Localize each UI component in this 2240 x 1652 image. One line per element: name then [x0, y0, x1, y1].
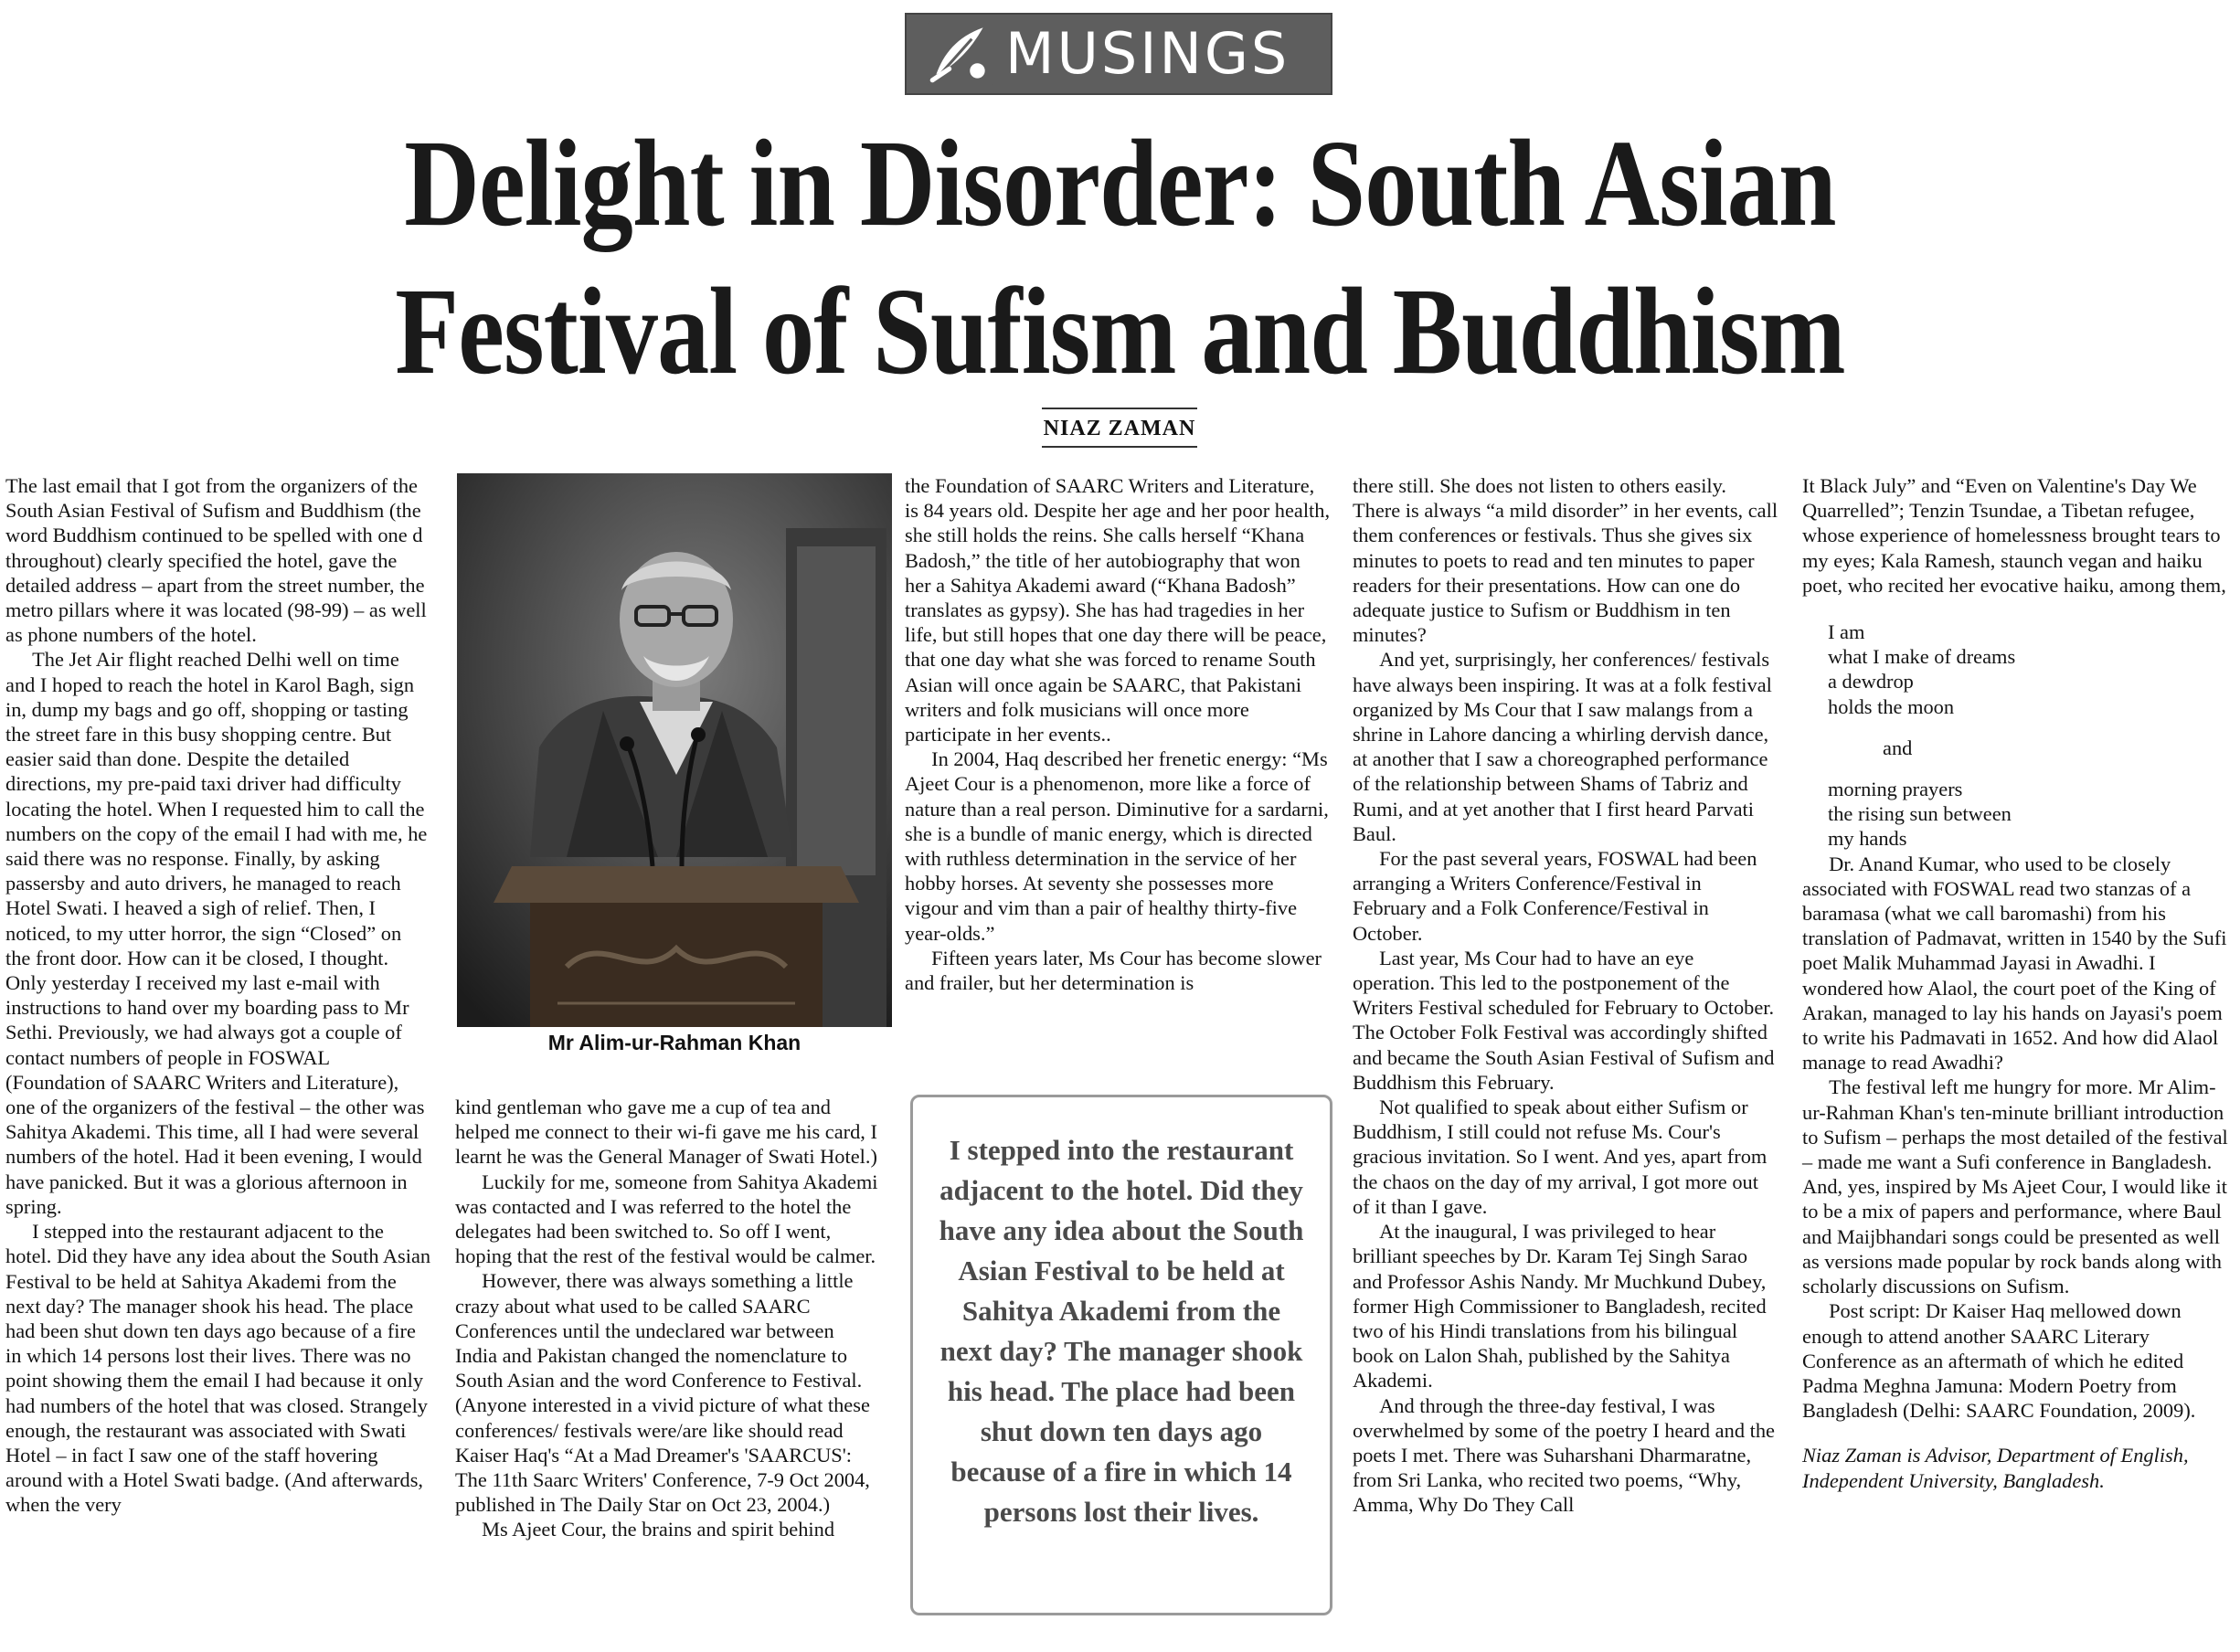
- paragraph: Post script: Dr Kaiser Haq mellowed down enough to attend another SAARC Literary Conference as an aftermath of which he edited Padma Meghna Jamuna: Modern Poetry from Bangladesh (Delhi: SAARC Foundation, 2009).: [1802, 1299, 2196, 1423]
- paragraph: At the inaugural, I was privileged to hear brilliant speeches by Dr. Karam Tej Singh Sarao and Professor Ashis Nandy. Mr Muchkund Dubey, former High Commissioner to Bangladesh, recited two of his Hindi translations from his bilingual book on Lalon Shah, published by the Sahitya Akademi.: [1353, 1220, 1767, 1393]
- paragraph: In 2004, Haq described her frenetic energy: “Ms Ajeet Cour is a phenomenon, more like a force of nature than a real person. Diminutive for a sardarni, she is a bundle of manic energy, which is directed with ruthless determination in the service of her hobby horses. At seventy she possesses more vigour and vim than a pair of healthy thirty-five year-olds.”: [905, 747, 1329, 945]
- paragraph: However, there was always something a little crazy about what used to be called SAARC Conferences until the undeclared war between India and Pakistan changed the nomenclature to South Asian and the word Conference to Festival. (Anyone interested in a vivid picture of what these conferences/ festivals were/are like should read Kaiser Haq's “At a Mad Dreamer's 'SAARCUS': The 11th Saarc Writers' Conference, 7-9 Oct 2004, published in The Daily Star on Oct 23, 2004.): [455, 1269, 870, 1517]
- poem-line: a dewdrop: [1828, 670, 1914, 694]
- paragraph: It Black July” and “Even on Valentine's Day We Quarrelled”; Tenzin Tsundae, a Tibetan refugee, whose experience of homelessness brought tears to my eyes; Kala Ramesh, staunch vegan and haiku poet, who recited her evocative haiku, among them,: [1802, 474, 2226, 597]
- paragraph: I stepped into the restaurant adjacent to the hotel. Did they have any idea about the South Asian Festival to be held at Sahitya Akademi from the next day? The manager shook his head. The place had been shut down ten days ago because of a fire in which 14 persons lost their lives. There was no point showing them the email I had because it only had numbers of the hotel that was closed. Strangely enough, the restaurant was associated with Swati Hotel – in fact I saw one of the staff hovering around with a Hotel Swati badge. (And afterwards, when the very: [5, 1220, 431, 1517]
- paragraph: And through the three-day festival, I was overwhelmed by some of the poetry I heard and the poets I met. There was Suharshani Dharmaratne, from Sri Lanka, who recited two poems, “Why, Amma, Why Do They Call: [1353, 1393, 1775, 1517]
- paragraph: Fifteen years later, Ms Cour has become slower and frailer, but her determination is: [905, 946, 1322, 995]
- poem-line: I am: [1828, 620, 1865, 644]
- headline-line-1: Delight in Disorder: South Asian: [404, 115, 1836, 252]
- article-column-1: [5, 473, 431, 1518]
- paragraph: And yet, surprisingly, her conferences/ festivals have always been inspiring. It was at a folk festival organized by Ms Cour that I saw malangs from a shrine in Lahore dancing a whirling dervish dance, at another that I saw a choreographed performance of the relationship between Shams of Tabriz and Rumi, and at yet another that I first heard Parvati Baul.: [1353, 648, 1772, 845]
- paragraph: Dr. Anand Kumar, who used to be closely associated with FOSWAL read two stanzas of a baramasa (what we call baromashi) from his translation of Padmavat, written in 1540 by the Sufi poet Malik Muhammad Jayasi in Awadhi. I wondered how Alaol, the court poet of the King of Arakan, managed to lay his hands on Jayasi's poem to write his Padmavati in 1652. And how did Alaol manage to read Awadhi?: [1802, 852, 2227, 1075]
- headline-line-2: Festival of Sufism and Buddhism: [395, 263, 1845, 400]
- paragraph: Ms Ajeet Cour, the brains and spirit behind: [482, 1518, 835, 1541]
- article-column-4: [1353, 473, 1778, 1518]
- paragraph: The last email that I got from the organizers of the South Asian Festival of Sufism and Buddhism (the word Buddhism continued to be spelled with one d throughout) clearly specified the hotel, gave the detailed address – apart from the street number, the metro pillars where it was located (98-99) – as well as phone numbers of the hotel.: [5, 474, 427, 647]
- photo-caption: Mr Alim-ur-Rahman Khan: [547, 1031, 802, 1054]
- speaker-photo-image: [457, 473, 892, 1027]
- poem-line: morning prayers: [1828, 778, 1963, 801]
- byline-block: [1042, 408, 1197, 448]
- headline: [179, 110, 2061, 406]
- paragraph: kind gentleman who gave me a cup of tea and helped me connect to their wi-fi gave me his card, I learnt he was the General Manager of Swati Hotel.): [455, 1096, 877, 1169]
- paragraph: For the past several years, FOSWAL had been arranging a Writers Conference/Festival in February and a Folk Conference/Festival in October.: [1353, 847, 1757, 945]
- speaker-photo: [457, 473, 892, 1027]
- section-label: MUSINGS: [1005, 20, 1290, 87]
- poem-and: and: [1883, 736, 1913, 759]
- byline: NIAZ ZAMAN: [1043, 417, 1196, 440]
- quill-pen-logo-icon: [923, 16, 998, 91]
- paragraph: Not qualified to speak about either Sufism or Buddhism, I still could not refuse Ms. Cour's gracious invitation. So I went. And yes, apart from the chaos on the day of my arrival, I got more out of it than I gave.: [1353, 1096, 1768, 1218]
- paragraph: Last year, Ms Cour had to have an eye operation. This led to the postponement of the Writers Festival scheduled for February to October. The October Folk Festival was accordingly shifted and became the South Asian Festival of Sufism and Buddhism this February.: [1353, 946, 1775, 1094]
- poem-line: my hands: [1828, 827, 1907, 851]
- author-note: Niaz Zaman is Advisor, Department of English, Independent University, Bangladesh.: [1802, 1444, 2189, 1492]
- paragraph: The Jet Air flight reached Delhi well on time and I hoped to reach the hotel in Karol Bagh, sign in, dump my bags and go off, shopping or tasting the street fare in this busy shopping centre. But easier said than done. Despite the detailed directions, my pre-paid taxi driver had difficulty locating the hotel. When I requested him to call the numbers on the copy of the email I had with me, he said there was no response. Finally, by asking passersby and auto drivers, he managed to reach Hotel Swati. I heaved a sigh of relief. Then, I noticed, to my utter horror, the sign “Closed” on the front door. How can it be closed, I thought. Only yesterday I received my last e-mail with instructions to hand over my boarding pass to Mr Sethi. Previously, we had always got a couple of contact numbers of people in FOSWAL (Foundation of SAARC Writers and Literature), one of the organizers of the festival – the other was Sahitya Akademi. This time, all I had were several numbers of the hotel. Had it been evening, I would have panicked. But it was a glorious afternoon in spring.: [5, 648, 428, 1218]
- paragraph: The festival left me hungry for more. Mr Alim-ur-Rahman Khan's ten-minute brilliant introduction to Sufism – perhaps the most detailed of the festival – made me want a Sufi conference in Bangladesh. And, yes, inspired by Ms Ajeet Cour, I would like it to be a mix of papers and performance, where Baul and Maijbhandari songs could be presented as well as versions made popular by rock bands along with scholarly discussions on Sufism.: [1802, 1075, 2228, 1298]
- paragraph: the Foundation of SAARC Writers and Literature, is 84 years old. Despite her age and her poor health, she still holds the reins. She calls herself “Khana Badosh,” the title of her autobiography that won her a Sahitya Akademi award (“Khana Badosh” translates as gypsy). She has had tragedies in her life, but still hopes that one day there will be peace, that one day what she was forced to rename South Asian will once again be SAARC, that Pakistani writers and folk musicians will once more participate in her events..: [905, 474, 1331, 747]
- article-column-3: [905, 473, 1331, 995]
- poem-line: what I make of dreams: [1828, 645, 2016, 669]
- poem-line: the rising sun between: [1828, 802, 2012, 826]
- poem-line: holds the moon: [1828, 694, 1955, 718]
- paragraph: Luckily for me, someone from Sahitya Akademi was contacted and I was referred to the hotel the delegates had been switched to. So off I went, hoping that the rest of the festival would be calmer.: [455, 1170, 878, 1268]
- haiku-poem: [1802, 620, 2228, 852]
- article-column-2: [455, 1095, 881, 1542]
- paragraph: there still. She does not listen to others easily. There is always “a mild disorder” in her events, call them conferences or festivals. Thus she gives six minutes to poets to read and ten minutes to paper readers for their presentations. How can one do adequate justice to Sufism or Buddhism in ten minutes?: [1353, 474, 1778, 647]
- pull-quote: I stepped into the restaurant adjacent to the hotel. Did they have any idea about the South Asian Festival to be held at Sahitya Akademi from the next day? The manager shook his head. The place had been shut down ten days ago because of a fire in which 14 persons lost their lives.: [910, 1095, 1332, 1615]
- byline-rule-bottom: [1042, 446, 1197, 448]
- section-tag: [905, 13, 1332, 95]
- article-column-5: [1802, 473, 2228, 1493]
